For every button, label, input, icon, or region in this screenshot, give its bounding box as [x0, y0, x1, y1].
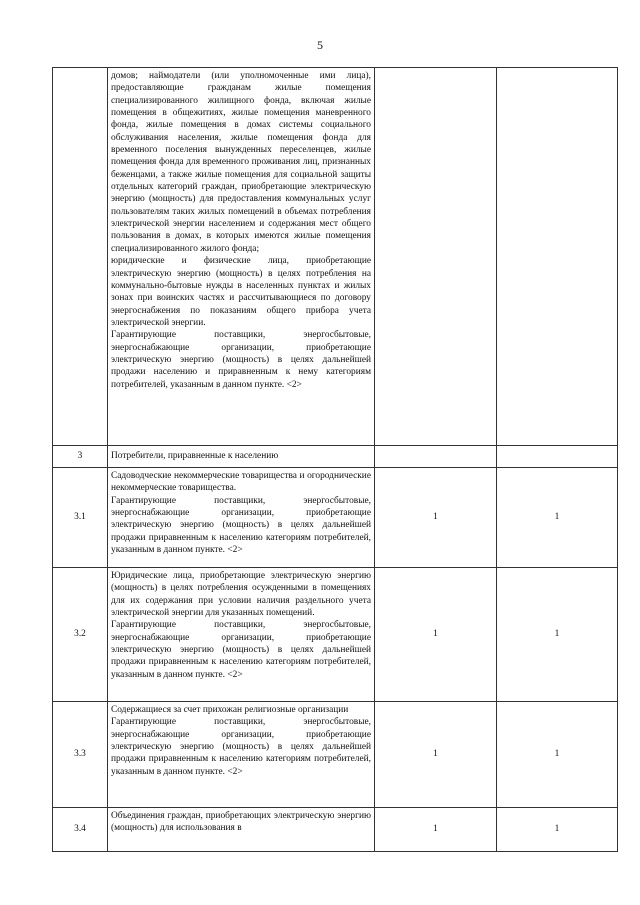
row-description-cell	[108, 568, 375, 702]
value-cell-2: 1	[497, 568, 618, 702]
tariff-table	[52, 67, 618, 852]
table-row	[53, 702, 618, 808]
description-paragraph: Гарантирующие поставщики, энергосбытовые, энергоснабжающие организации, приобретающие электрическую энергию (мощность) в целях дальнейшей продажи приравненным к населению категориям потребителей, указанным в данном пункте. <2>	[111, 620, 371, 680]
table-row	[53, 568, 618, 702]
value-cell-1: 1	[375, 702, 497, 808]
row-number-cell: 3.2	[53, 568, 108, 702]
description-paragraph: Содержащиеся за счет прихожан религиозные организации	[111, 705, 349, 715]
value-cell-1	[375, 68, 497, 446]
description-paragraph: Юридические лица, приобретающие электрическую энергию (мощность) в целях потребления осужденными в помещениях для их содержания при условии наличия раздельного учета электрической энергии для указанных помещений.	[111, 571, 371, 619]
row-number-cell: 3	[53, 446, 108, 468]
row-number-cell: 3.3	[53, 702, 108, 808]
description-paragraph: Потребители, приравненные к населению	[111, 451, 279, 462]
row-number-cell	[53, 68, 108, 446]
description-paragraph: домов; наймодатели (или уполномоченные ими лица), предоставляющие гражданам жилые помещения специализированного жилищного фонда, включая жилые помещения в общежитиях, жилые помещения маневренного фонда, жилые помещения в домах системы социального обслуживания населения, жилые помещения фонда для временного поселения вынужденных переселенцев, жилые помещения фонда для временного проживания лиц, признанных беженцами, а также жилые помещения для социальной защиты отдельных категорий граждан, приобретающие электрическую энергию (мощность) для предоставления коммунальных услуг пользователям таких жилых помещений в объемах потребления электрической энергии населением и содержания мест общего пользования в домах, в которых имеются жилые помещения специализированного жилого фонда;	[111, 71, 371, 254]
row-description-cell	[108, 68, 375, 446]
value-cell-1: 1	[375, 568, 497, 702]
value-cell-2: 1	[497, 808, 618, 852]
table-row	[53, 446, 618, 468]
row-description-cell	[108, 702, 375, 808]
row-number-cell: 3.1	[53, 468, 108, 568]
description-paragraph: юридические и физические лица, приобретающие электрическую энергию (мощность) в целях потребления на коммунально-бытовые нужды в населенных пунктах и жилых зонах при воинских частях и рассчитывающиеся по договору энергоснабжения по показаниям общего прибора учета электрической энергии.	[111, 256, 371, 328]
page-number: 5	[317, 38, 323, 52]
description-paragraph: Гарантирующие поставщики, энергосбытовые, энергоснабжающие организации, приобретающие электрическую энергию (мощность) в целях дальнейшей продажи населению и приравненным к нему категориям потребителей, указанным в данном пункте. <2>	[111, 330, 371, 390]
description-paragraph: Гарантирующие поставщики, энергосбытовые, энергоснабжающие организации, приобретающие электрическую энергию (мощность) в целях дальнейшей продажи приравненным к населению категориям потребителей, указанным в данном пункте. <2>	[111, 717, 371, 777]
row-description-cell	[108, 808, 375, 852]
value-cell-2	[497, 68, 618, 446]
description-paragraph: Садоводческие некоммерческие товарищества и огороднические некоммерческие товарищества.	[111, 471, 371, 494]
value-cell-2: 1	[497, 468, 618, 568]
value-cell-2: 1	[497, 702, 618, 808]
value-cell-2	[497, 446, 618, 468]
description-paragraph: Гарантирующие поставщики, энергосбытовые, энергоснабжающие организации, приобретающие электрическую энергию (мощность) в целях дальнейшей продажи приравненным к населению категориям потребителей, указанным в данном пункте. <2>	[111, 495, 371, 556]
table-row	[53, 468, 618, 568]
description-paragraph: Объединения граждан, приобретающих электрическую энергию (мощность) для использования в	[111, 811, 371, 834]
table-row	[53, 68, 618, 446]
value-cell-1: 1	[375, 808, 497, 852]
row-number-cell: 3.4	[53, 808, 108, 852]
row-description-cell	[108, 468, 375, 568]
table-row	[53, 808, 618, 852]
value-cell-1: 1	[375, 468, 497, 568]
value-cell-1	[375, 446, 497, 468]
row-description-cell	[108, 446, 375, 468]
